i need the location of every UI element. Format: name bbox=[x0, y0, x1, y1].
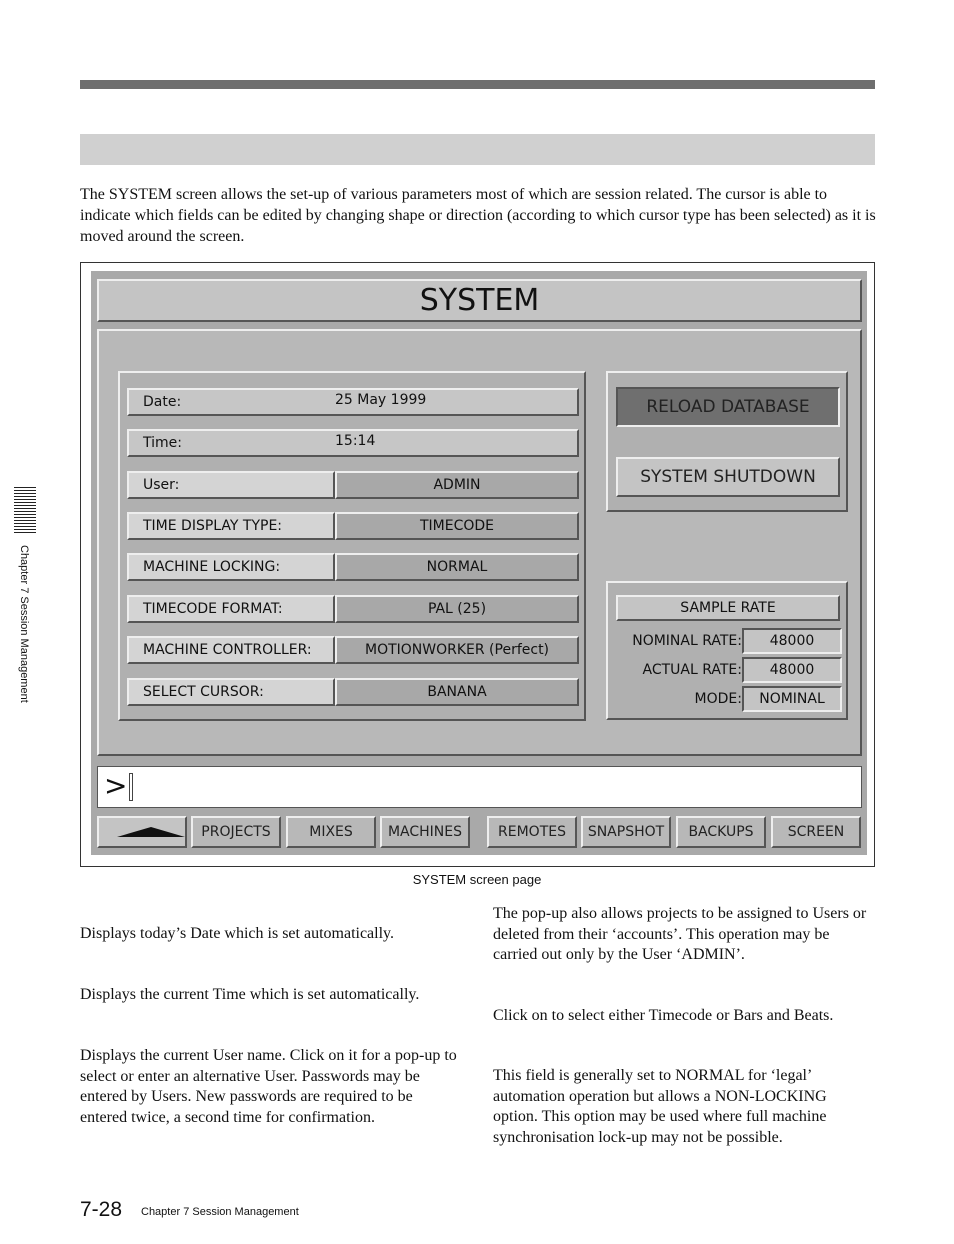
timecode-format-field[interactable]: PAL (25) bbox=[335, 595, 579, 623]
command-prompt: > bbox=[104, 769, 128, 802]
time-display-type-row bbox=[127, 512, 579, 540]
mode-field[interactable]: NOMINAL bbox=[742, 686, 842, 712]
select-cursor-field[interactable]: BANANA bbox=[335, 678, 579, 706]
actual-rate-label: ACTUAL RATE: bbox=[642, 662, 742, 678]
date-description: Displays today’s Date which is set automatically. bbox=[80, 925, 395, 942]
system-screen bbox=[91, 271, 867, 855]
text-cursor-icon bbox=[129, 773, 133, 801]
side-chapter-label: Chapter 7 Session Management bbox=[18, 545, 30, 703]
page-footer: Chapter 7 Session Management bbox=[141, 1206, 299, 1218]
intro-paragraph: The SYSTEM screen allows the set-up of various parameters most of which are session related. The cursor is able to indicate which fields can be edited by changing shape or direction (according to which cursor type has been selected) as it is moved around the screen. bbox=[80, 186, 876, 245]
user-label: User: bbox=[127, 471, 335, 499]
actual-rate-row bbox=[616, 657, 842, 683]
sample-rate-title: SAMPLE RATE bbox=[616, 595, 840, 621]
popup-description: The pop-up also allows projects to be assigned to Users or deleted from their ‘accounts’. This operation may be carried out only by the User ‘ADMIN’. bbox=[493, 905, 867, 963]
chapter-tab bbox=[14, 487, 36, 533]
select-cursor-row bbox=[127, 678, 579, 706]
user-description: Displays the current User name. Click on it for a pop-up to select or enter an alternative User. Passwords may be entered by Users. New passwords are required to be entered twice, a second time for confirmation. bbox=[80, 1047, 457, 1126]
screen-figure bbox=[80, 262, 875, 867]
time-display-type-field[interactable]: TIMECODE bbox=[335, 512, 579, 540]
machine-locking-field[interactable]: NORMAL bbox=[335, 553, 579, 581]
select-cursor-label: SELECT CURSOR: bbox=[127, 678, 335, 706]
nav-remotes-button[interactable]: REMOTES bbox=[487, 816, 577, 848]
up-arrow-button[interactable] bbox=[97, 816, 187, 848]
machine-controller-label: MACHINE CONTROLLER: bbox=[127, 636, 335, 664]
date-row bbox=[127, 388, 579, 416]
nav-snapshot-button[interactable]: SNAPSHOT bbox=[581, 816, 671, 848]
nav-screen-button[interactable]: SCREEN bbox=[771, 816, 861, 848]
time-description: Displays the current Time which is set automatically. bbox=[80, 986, 420, 1003]
section-heading-bar bbox=[80, 134, 875, 165]
database-group bbox=[606, 371, 848, 512]
user-row bbox=[127, 471, 579, 499]
user-field[interactable]: ADMIN bbox=[335, 471, 579, 499]
screen-title: SYSTEM bbox=[419, 283, 540, 318]
nominal-rate-label: NOMINAL RATE: bbox=[632, 633, 742, 649]
nominal-rate-row bbox=[616, 628, 842, 654]
settings-group bbox=[118, 371, 586, 721]
mode-row bbox=[616, 686, 842, 712]
date-value: 25 May 1999 bbox=[335, 392, 427, 408]
machine-controller-field[interactable]: MOTIONWORKER (Perfect) bbox=[335, 636, 579, 664]
timecode-format-label: TIMECODE FORMAT: bbox=[127, 595, 335, 623]
header-rule bbox=[80, 80, 875, 89]
system-shutdown-button[interactable]: SYSTEM SHUTDOWN bbox=[616, 457, 840, 497]
actual-rate-value: 48000 bbox=[742, 657, 842, 683]
timecode-format-row bbox=[127, 595, 579, 623]
machine-locking-row bbox=[127, 553, 579, 581]
nominal-rate-field[interactable]: 48000 bbox=[742, 628, 842, 654]
nav-mixes-button[interactable]: MIXES bbox=[286, 816, 376, 848]
figure-caption: SYSTEM screen page bbox=[412, 872, 542, 887]
date-label: Date: bbox=[127, 388, 579, 416]
time-display-description: Click on to select either Timecode or Bars and Beats. bbox=[493, 1007, 834, 1024]
time-row bbox=[127, 429, 579, 457]
nav-backups-button[interactable]: BACKUPS bbox=[676, 816, 766, 848]
time-value: 15:14 bbox=[335, 433, 376, 449]
nav-projects-button[interactable]: PROJECTS bbox=[191, 816, 281, 848]
screen-title-bar bbox=[97, 279, 862, 322]
mode-label: MODE: bbox=[694, 691, 742, 707]
machine-locking-description: This field is generally set to NORMAL for ‘legal’ automation operation but allows a NON-LOCKING option. This option may be used where full machine synchronisation lock-up may not be possible. bbox=[493, 1067, 827, 1146]
main-panel bbox=[97, 329, 862, 756]
reload-database-button[interactable]: RELOAD DATABASE bbox=[616, 387, 840, 427]
command-line-input[interactable] bbox=[97, 766, 862, 808]
machine-locking-label: MACHINE LOCKING: bbox=[127, 553, 335, 581]
page-number: 7-28 bbox=[80, 1198, 123, 1221]
up-triangle-icon bbox=[117, 827, 185, 837]
time-display-type-label: TIME DISPLAY TYPE: bbox=[127, 512, 335, 540]
nav-machines-button[interactable]: MACHINES bbox=[380, 816, 470, 848]
sample-rate-group bbox=[606, 581, 848, 720]
machine-controller-row bbox=[127, 636, 579, 664]
time-label: Time: bbox=[127, 429, 579, 457]
